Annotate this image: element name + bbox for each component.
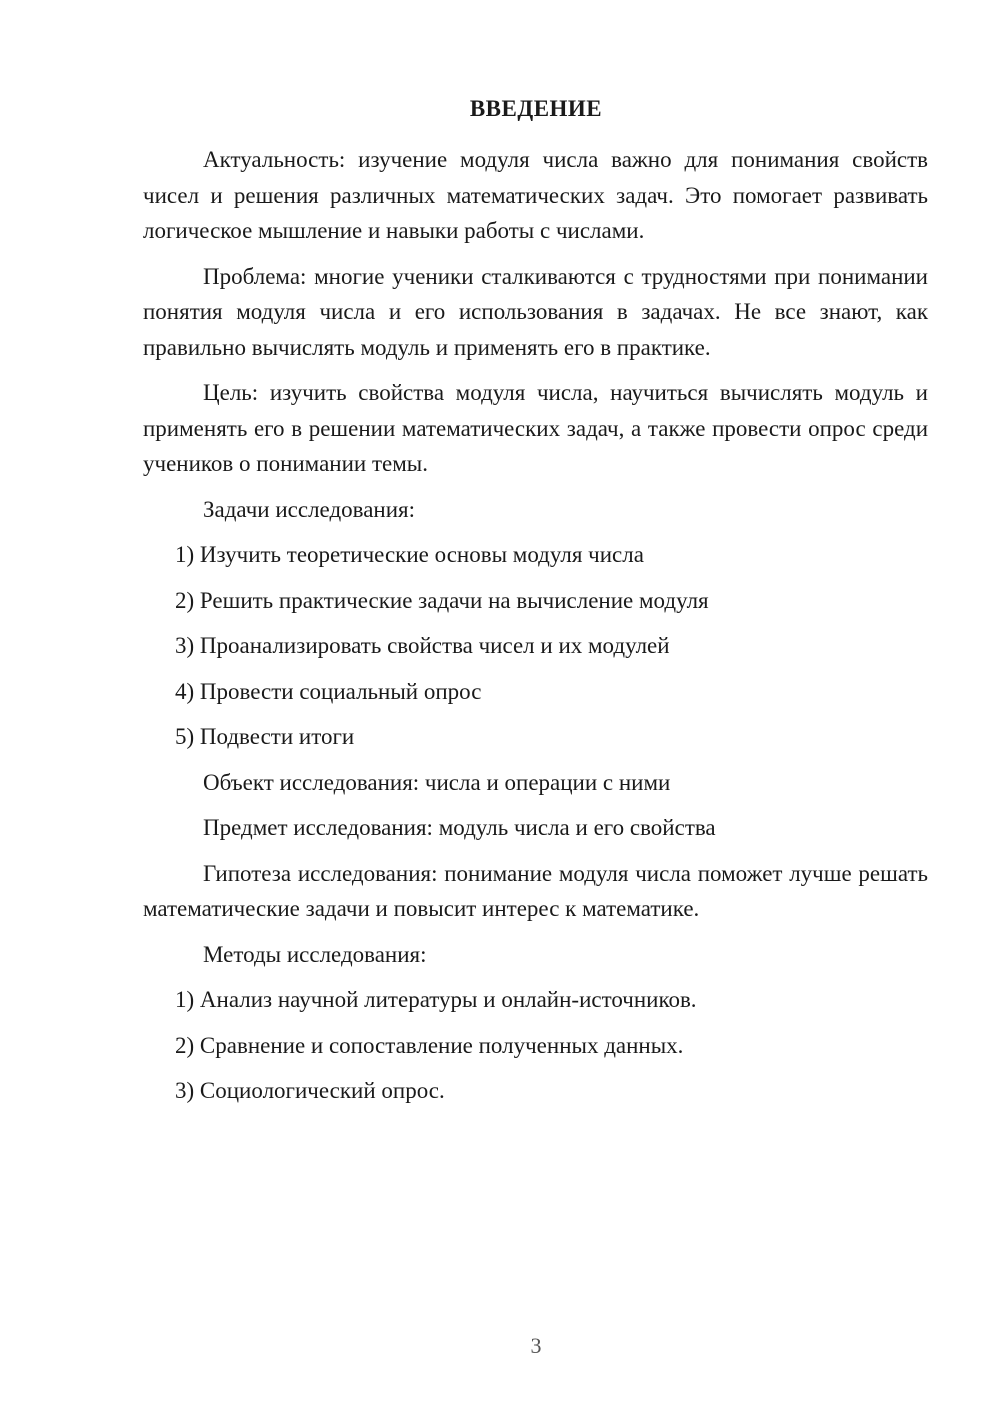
method-item: 1) Анализ научной литературы и онлайн-источников. [175, 987, 697, 1012]
method-item: 2) Сравнение и сопоставление полученных данных. [175, 1032, 684, 1058]
task-item: 3) Проанализировать свойства чисел и их модулей [175, 633, 670, 658]
subject-paragraph: Предмет исследования: модуль числа и его свойства [203, 815, 716, 840]
goal-paragraph: Цель: изучить свойства модуля числа, научиться вычислять модуль и применять его в решении математических задач, а также провести опрос среди учеников о понимании темы. [143, 380, 928, 476]
problem-paragraph: Проблема: многие ученики сталкиваются с трудностями при понимании понятия модуля числа и его использования в задачах. Не все знают, как правильно вычислять модуль и применять его в практике. [143, 263, 928, 360]
task-item: 1) Изучить теоретические основы модуля числа [175, 542, 644, 567]
methods-heading: Методы исследования: [203, 941, 427, 967]
hypothesis-paragraph: Гипотеза исследования: понимание модуля числа поможет лучше решать математические задачи и повысит интерес к математике. [143, 860, 928, 921]
section-title: ВВЕДЕНИЕ [469, 96, 603, 121]
method-item: 3) Социологический опрос. [175, 1078, 445, 1103]
task-item: 4) Провести социальный опрос [175, 678, 482, 704]
task-item: 5) Подвести итоги [175, 724, 355, 749]
object-paragraph: Объект исследования: числа и операции с ними [203, 769, 671, 795]
document-body [143, 142, 928, 1119]
task-item: 2) Решить практические задачи на вычисление модуля [175, 587, 709, 613]
page-number: 3 [530, 1333, 542, 1358]
tasks-heading: Задачи исследования: [203, 496, 416, 522]
relevance-paragraph: Актуальность: изучение модуля числа важно для понимания свойств чисел и решения различных математических задач. Это помогает развивать логическое мышление и навыки работы с числами. [143, 147, 928, 243]
